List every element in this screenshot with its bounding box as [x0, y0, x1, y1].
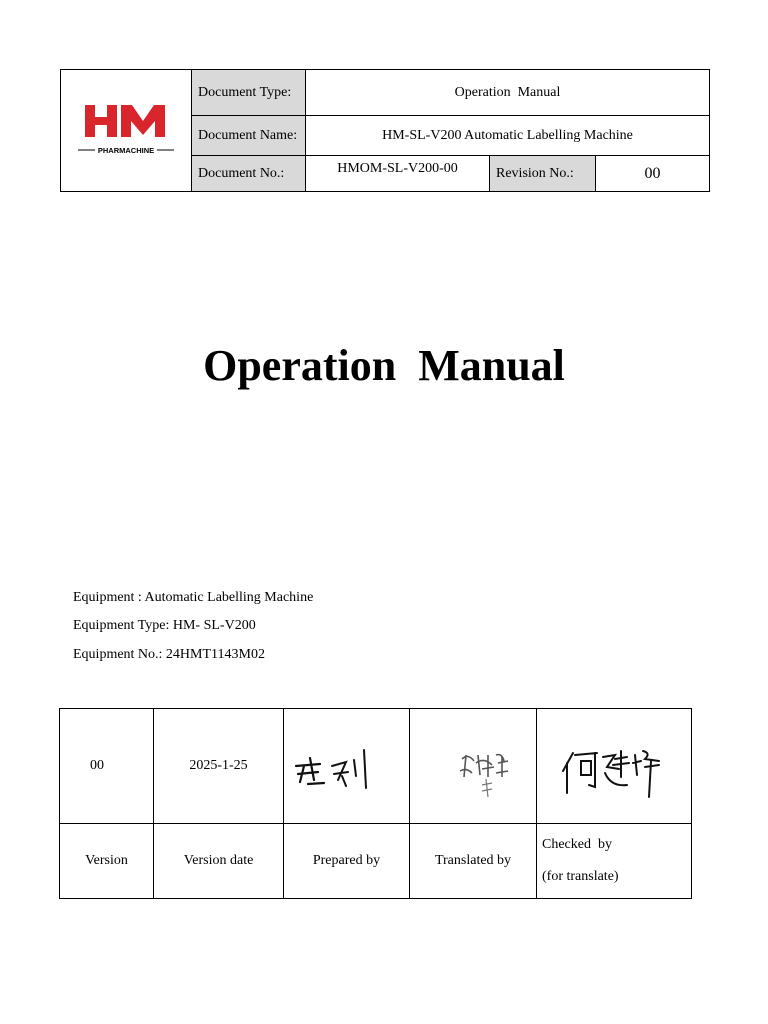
hm-pharmachine-logo — [76, 97, 176, 159]
prepared-by-header: Prepared by — [284, 824, 410, 899]
version-date-value: 2025-1-25 — [154, 709, 284, 824]
version-table — [59, 708, 692, 899]
doc-no-label: Document No.: — [192, 156, 306, 192]
revision-value: 00 — [596, 156, 710, 192]
checked-by-header — [537, 824, 692, 899]
version-header: Version — [60, 824, 154, 899]
signature-prepared — [290, 736, 390, 796]
signature-translated — [422, 731, 532, 801]
translated-by-header: Translated by — [410, 824, 537, 899]
doc-type-value: Operation Manual — [306, 70, 710, 116]
checked-signature — [537, 709, 692, 824]
version-date-header: Version date — [154, 824, 284, 899]
doc-name-value: HM-SL-V200 Automatic Labelling Machine — [306, 116, 710, 156]
equipment-name: Equipment : Automatic Labelling Machine — [73, 590, 314, 605]
equipment-no: Equipment No.: 24HMT1143M02 — [73, 647, 265, 662]
svg-text:PHARMACHINE: PHARMACHINE — [97, 146, 155, 155]
page-title: Operation Manual — [203, 341, 565, 390]
prepared-signature — [284, 709, 410, 824]
signature-checked — [541, 731, 671, 801]
doc-no-value: HMOM-SL-V200-00 — [306, 156, 490, 192]
translated-signature — [410, 709, 537, 824]
checked-by-label: Checked by — [542, 837, 612, 852]
document-header-table — [60, 69, 710, 192]
equipment-type: Equipment Type: HM- SL-V200 — [73, 618, 256, 633]
checked-by-note: (for translate) — [542, 869, 619, 884]
revision-label: Revision No.: — [490, 156, 596, 192]
doc-type-label: Document Type: — [192, 70, 306, 116]
version-value: 00 — [60, 709, 154, 824]
doc-name-label: Document Name: — [192, 116, 306, 156]
logo-cell — [61, 70, 192, 192]
